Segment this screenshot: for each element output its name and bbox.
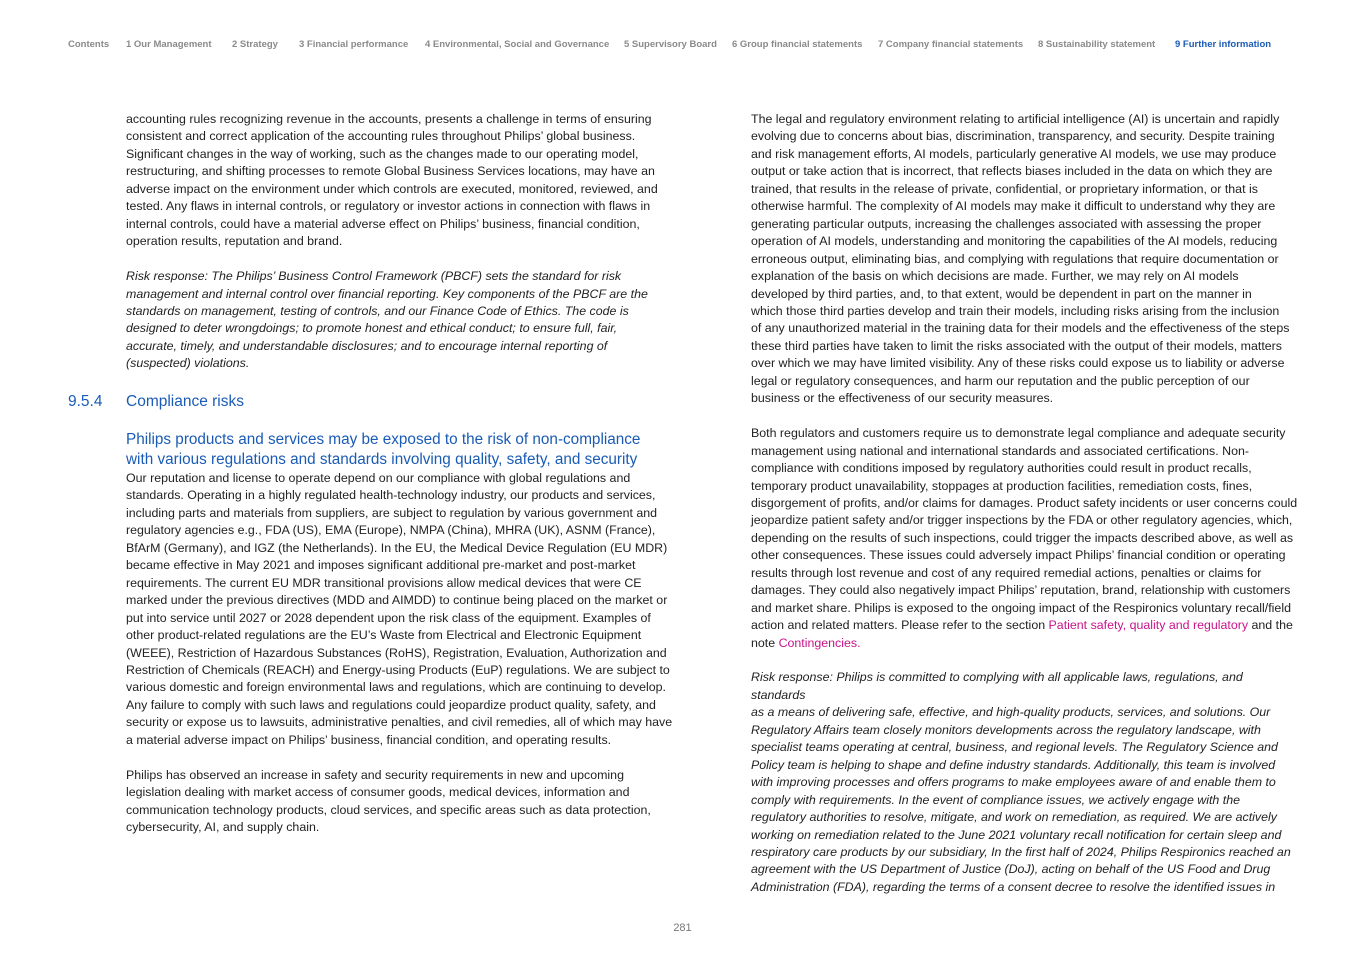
nav-chapter-2[interactable]: 2 Strategy: [232, 39, 278, 50]
regulators-paragraph: Both regulators and customers require us to demonstrate legal compliance and adequate security management using national and international standards and associated certifications. Non- compliance with conditions imposed by regulatory authorities could result in product recalls, temporary product unavailability, stoppages at production facilities, remediation costs, fines, disgorgement of profits, and/or claims for damages. Product safety incidents or user concerns could jeopardize patient safety and/or trigger inspections by the FDA or other regulatory agencies, which, depending on the results of such inspections, could trigger the impacts described above, as well as other consequences. These issues could adversely impact Philips’ financial condition or operating results through lost revenue and cost of any required remedial actions, penalties or claims for damages. They could also negatively impact Philips’ reputation, brand, relationship with customers and market share. Philips is exposed to the ongoing impact of the Respironics voluntary recall/field action and related matters. Please refer to the section Patient safety, quality and regulatory and the note Contingencies.: [751, 426, 1298, 650]
nav-chapter-4[interactable]: 4 Environmental, Social and Governance: [425, 39, 610, 50]
nav-contents[interactable]: Contents: [68, 39, 110, 50]
right-column: [751, 111, 1299, 896]
nav-chapter-9-active[interactable]: 9 Further information: [1175, 39, 1272, 50]
nav-chapter-3[interactable]: 3 Financial performance: [299, 39, 409, 50]
ai-paragraph: The legal and regulatory environment relating to artificial intelligence (AI) is uncertain and rapidly evolving due to concerns about bias, discrimination, transparency, and security. Despite training and risk management efforts, AI models, particularly generative AI models, we use may produce output or take action that is incorrect, that reflects biases included in the data on which they are trained, that results in the release of private, confidential, or proprietary information, or that is otherwise harmful. The complexity of AI models may make it difficult to understand why they are generating particular outputs, increasing the challenges associated with assessing the proper operation of AI models, understanding and monitoring the capabilities of the AI models, reducing erroneous output, eliminating bias, and complying with regulations that require documentation or explanation of the basis on which decisions are made. Further, we may rely on AI models developed by third parties, and, to that extent, would be dependent in part on the manner in which those third parties develop and train their models, including risks arising from the inclusion of any unauthorized material in the training data for their models and the effectiveness of the steps these third parties have taken to limit the risks associated with the output of their models, matters over which we may have limited visibility. Any of these risks could expose us to liability or adverse legal or regulatory consequences, and harm our reputation and the public perception of our business or the effectiveness of our security measures.: [751, 112, 1290, 406]
closing-paragraph: Philips has observed an increase in safety and security requirements in new and upcoming legislation dealing with market access of consumer goods, medical devices, information and communication technology products, cloud services, and specific areas such as data protection, cybersecurity, AI, and supply chain.: [126, 767, 651, 835]
intro-paragraph: accounting rules recognizing revenue in the accounts, presents a challenge in terms of ensuring consistent and correct application of the accounting rules throughout Philips’ global business. Significant changes in the way of working, such as the changes made to our operating model, restructuring, and shifting processes to remote Global Business Services locations, may have an adverse impact on the environment under which controls are executed, monitored, reviewed, and tested. Any flaws in internal controls, or regulatory or investor actions in connection with flaws in internal controls, could have a material adverse effect on Philips’ business, financial condition, operation results, reputation and brand.: [126, 112, 658, 249]
link-contingencies[interactable]: Contingencies.: [778, 635, 861, 650]
risk-response-compliance-paragraph: Risk response: Philips is committed to complying with all applicable laws, regulations, and standards as a means of delivering safe, effective, and high-quality products, services, and solutions. Our Regulatory Affairs team closely monitors developments across the regulatory landscape, with specialist teams operating at central, business, and regional levels. The Regulatory Science and Policy team is helping to shape and define industry standards. Additionally, this team is involved with improving processes and offers programs to make employees aware of and enable them to comply with requirements. In the event of compliance issues, we actively engage with the regulatory authorities to resolve, mitigate, and work on remediation, as required. We are actively working on remediation related to the June 2021 voluntary recall notification for certain sleep and respiratory care products by our subsidiary, In the first half of 2024, Philips Respironics reached an agreement with the US Department of Justice (DoJ), acting on behalf of the US Food and Drug Administration (FDA), regarding the terms of a consent decree to resolve the identified issues in: [751, 670, 1291, 894]
nav-chapter-8[interactable]: 8 Sustainability statement: [1038, 39, 1156, 50]
nav-chapter-6[interactable]: 6 Group financial statements: [732, 39, 863, 50]
subheading: Philips products and services may be exposed to the risk of non-compliance with various regulations and standards involving quality, safety, and security: [126, 431, 641, 468]
left-column: [126, 111, 676, 373]
nav-chapter-5[interactable]: 5 Supervisory Board: [624, 39, 717, 50]
compliance-body-paragraph: Our reputation and license to operate depend on our compliance with global regulations and standards. Operating in a highly regulated health-technology industry, our products and services, including parts and materials from suppliers, are subject to regulation by various government and regulatory agencies e.g., FDA (US), EMA (Europe), NMPA (China), MHRA (UK), ASNM (France), BfArM (Germany), and IGZ (the Netherlands). In the EU, the Medical Device Regulation (EU MDR) became effective in May 2021 and imposes significant additional pre-market and post-market requirements. The current EU MDR transitional provisions allow medical devices that were CE marked under the previous directives (MDD and AIMDD) to continue being placed on the market or put into service until 2027 or 2028 dependent upon the risk class of the equipment. Examples of other product-related regulations are the EU’s Waste from Electrical and Electronic Equipment (WEEE), Restriction of Hazardous Substances (RoHS), Registration, Evaluation, Authorization and Restriction of Chemicals (REACH) and Energy-using Products (EuP) regulations. We are subject to various domestic and foreign environmental laws and regulations, which are continuing to develop. Any failure to comply with such laws and regulations could jeopardize product quality, safety, and security or expose us to lawsuits, administrative penalties, and civil remedies, all of which may have a material adverse impact on Philips’ business, financial condition, and operating results.: [126, 471, 673, 747]
section-number: 9.5.4: [68, 393, 103, 410]
nav-chapter-1[interactable]: 1 Our Management: [126, 39, 212, 50]
risk-response-paragraph: Risk response: The Philips’ Business Control Framework (PBCF) sets the standard for risk management and internal control over financial reporting. Key components of the PBCF are the standards on management, testing of controls, and our Finance Code of Ethics. The code is designed to deter wrongdoings; to promote honest and ethical conduct; to ensure full, fair, accurate, timely, and understandable disclosures; and to encourage internal reporting of (suspected) violations.: [126, 269, 648, 371]
top-navigation: [68, 39, 1305, 53]
page-number: 281: [673, 922, 692, 934]
section-title: Compliance risks: [126, 393, 245, 410]
link-patient-safety[interactable]: Patient safety, quality and regulatory: [1048, 618, 1249, 633]
nav-chapter-7[interactable]: 7 Company financial statements: [878, 39, 1024, 50]
left-column-lower: [126, 430, 676, 837]
